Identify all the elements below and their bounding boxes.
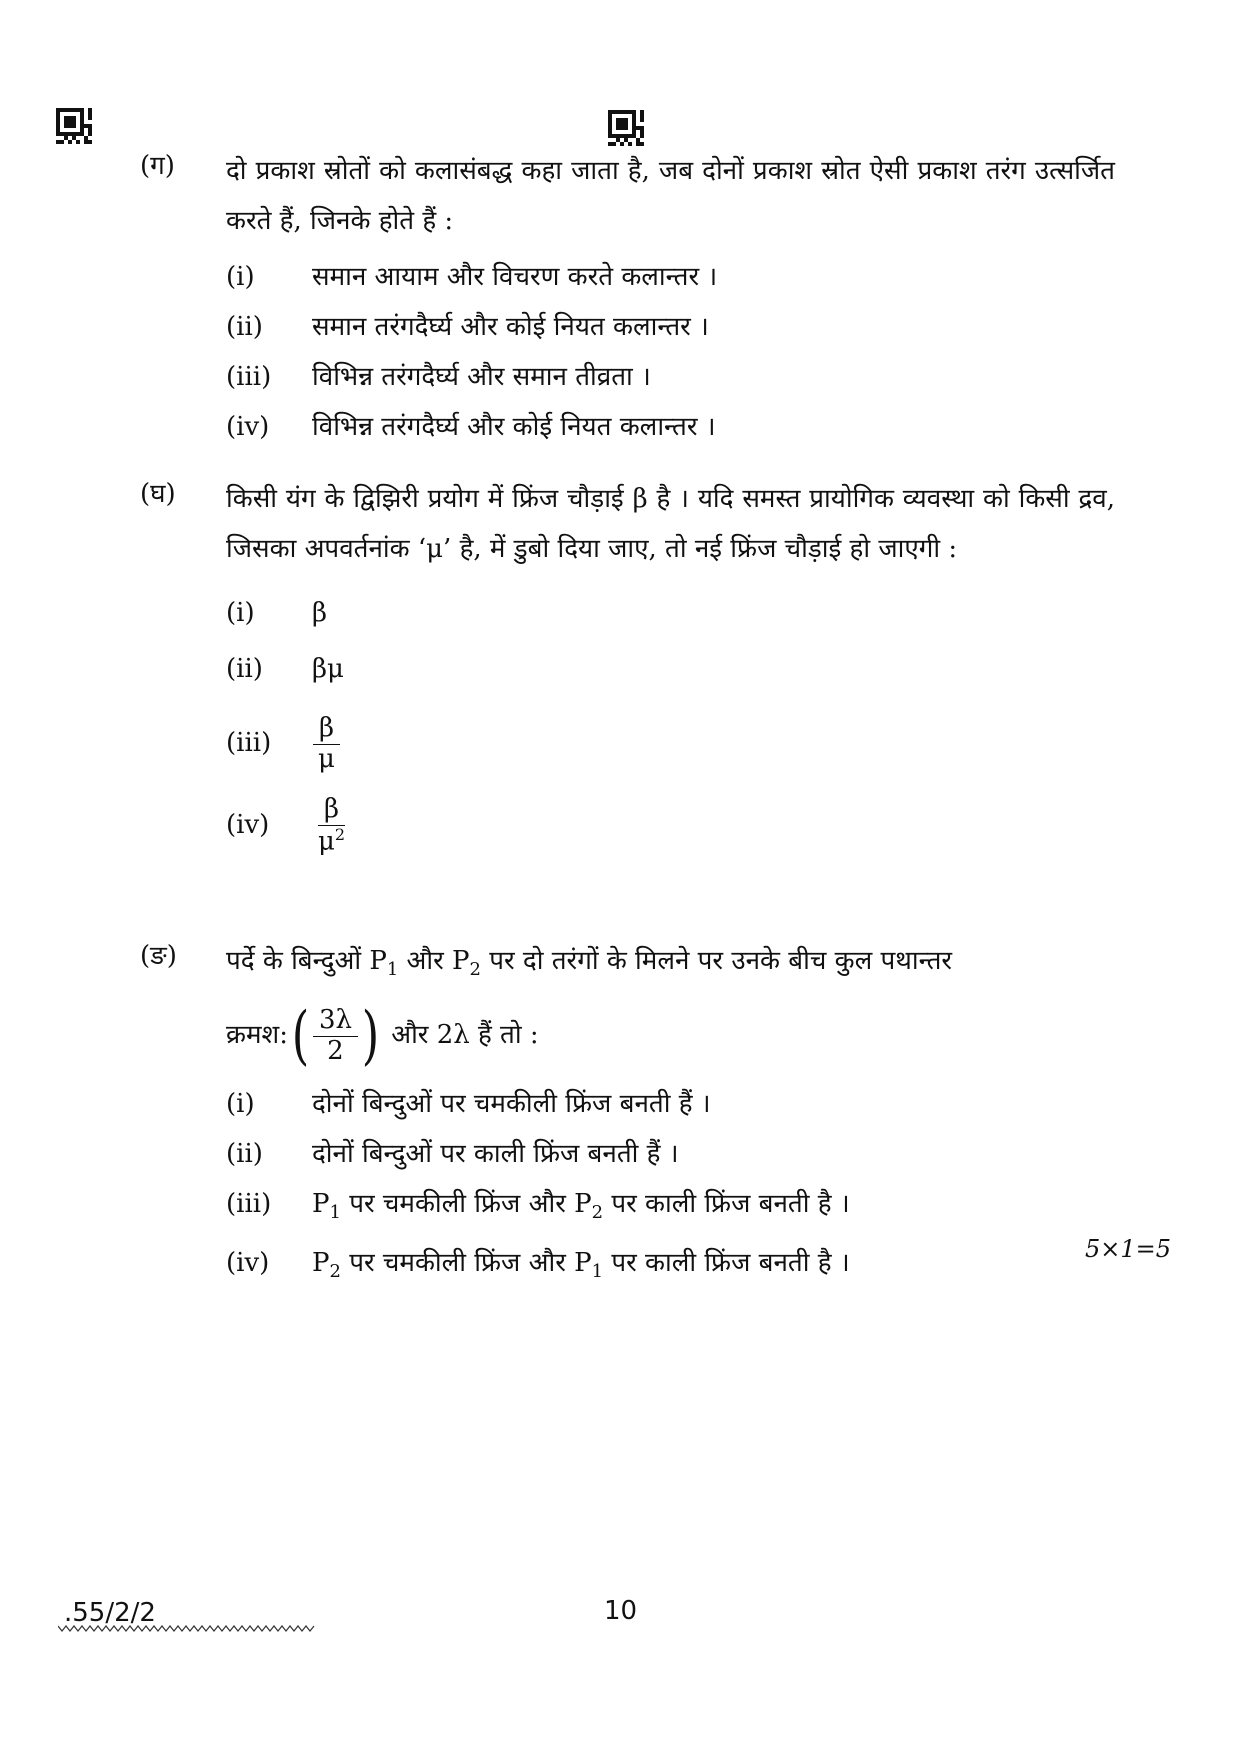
option-number: (iii) (226, 362, 272, 392)
option-item (226, 1129, 1115, 1179)
option-text-part: P (312, 1248, 330, 1279)
question-text (226, 936, 1115, 995)
page-number: 10 (603, 1596, 638, 1626)
option-text: दोनों बिन्दुओं पर चमकीली फ्रिंज बनती हैं । (312, 1089, 711, 1120)
question-text-part: क्रमश: (226, 1020, 288, 1051)
subscript: 1 (591, 1261, 604, 1283)
qr-code-icon (608, 110, 644, 146)
option-number: (iv) (226, 412, 270, 442)
right-paren: ) (361, 999, 380, 1074)
option-list (226, 588, 1115, 866)
option-item (226, 302, 1115, 352)
option-number: (i) (226, 262, 255, 292)
option-text: विभिन्न तरंगदैर्घ्य और समान तीव्रता । (312, 362, 651, 392)
option-list (226, 1079, 1115, 1297)
subscript: 1 (386, 959, 399, 981)
option-text-part: पर काली फ्रिंज बनती है । (603, 1248, 850, 1279)
option-number: (iii) (226, 728, 272, 758)
fraction-denominator (312, 826, 351, 858)
option-text (312, 1238, 1115, 1297)
option-item (226, 784, 1115, 866)
fraction-numerator: β (318, 795, 345, 826)
question-text: दो प्रकाश स्रोतों को कलासंबद्ध कहा जाता है, जब दोनों प्रकाश स्रोत ऐसी प्रकाश तरंग उत्सर्जित करते हैं, जिनके होते हैं : (226, 156, 1115, 236)
question-text-part: पर दो तरंगों के मिलने पर उनके बीच कुल पथान्तर (481, 946, 953, 976)
option-item (226, 402, 1115, 452)
fraction-denominator: μ (318, 743, 335, 774)
option-text: विभिन्न तरंगदैर्घ्य और कोई नियत कलान्तर । (312, 412, 716, 442)
subscript: 2 (591, 1202, 604, 1224)
subscript: 2 (469, 959, 481, 981)
option-number: (ii) (226, 1139, 263, 1170)
option-text (312, 702, 1115, 784)
option-text (312, 784, 1115, 866)
option-number: (i) (226, 1089, 255, 1120)
option-item (226, 1238, 1115, 1297)
parenthesized-fraction (288, 999, 383, 1074)
fraction-numerator: β (313, 714, 340, 745)
option-number: (ii) (226, 312, 263, 342)
fraction-beta-over-mu-squared (312, 795, 351, 857)
subscript: 2 (329, 1261, 341, 1283)
option-text: समान तरंगदैर्घ्य और कोई नियत कलान्तर । (312, 312, 709, 342)
denominator-exponent: 2 (334, 824, 346, 844)
option-item (226, 252, 1115, 302)
qr-code-icon (56, 108, 92, 144)
option-text: समान आयाम और विचरण करते कलान्तर । (312, 262, 718, 292)
paper-code: .55/2/2 (64, 1598, 156, 1628)
option-text (312, 1179, 1115, 1238)
question-label: (ग) (140, 151, 175, 181)
option-text: βμ (312, 654, 344, 684)
option-item (226, 1179, 1115, 1238)
denominator-base: μ (318, 826, 335, 857)
option-text-part: P (312, 1189, 330, 1220)
option-number: (iv) (226, 810, 270, 840)
fraction-denominator: 2 (327, 1035, 344, 1066)
question-label: (ङ) (140, 941, 177, 971)
option-item (226, 644, 1115, 702)
left-paren: ( (291, 999, 310, 1074)
fraction-3lambda-over-2 (313, 1006, 358, 1067)
fraction-beta-over-mu (312, 714, 341, 775)
option-number: (iv) (226, 1248, 270, 1279)
question-text-part: और 2λ हैं तो : (391, 1020, 539, 1051)
question-label: (घ) (140, 479, 176, 509)
option-text-part: पर काली फ्रिंज बनती है । (603, 1189, 850, 1220)
option-list (226, 252, 1115, 452)
option-number: (iii) (226, 1189, 272, 1220)
question-text-part: और P (398, 946, 470, 976)
option-text: β (312, 598, 328, 628)
option-number: (i) (226, 598, 255, 628)
question-nga (140, 936, 1115, 1298)
question-gha (140, 474, 1115, 866)
option-text-part: पर चमकीली फ्रिंज और P (340, 1189, 592, 1220)
option-text: दोनों बिन्दुओं पर काली फ्रिंज बनती हैं । (312, 1139, 679, 1170)
question-text-part: पर्दे के बिन्दुओं P (226, 946, 387, 976)
fraction-numerator: 3λ (313, 1006, 358, 1037)
option-item (226, 1079, 1115, 1129)
option-item (226, 702, 1115, 784)
question-text-line2 (226, 999, 1115, 1074)
option-number: (ii) (226, 654, 263, 684)
question-text: किसी यंग के द्विझिरी प्रयोग में फ्रिंज चौड़ाई β है । यदि समस्त प्रायोगिक व्यवस्था को किसी द्रव, जिसका अपवर्तनांक ‘μ’ है, में डुबो दिया जाए, तो नई फ्रिंज चौड़ाई हो जाएगी : (226, 484, 1115, 564)
subscript: 1 (329, 1202, 341, 1224)
option-text-part: पर चमकीली फ्रिंज और P (340, 1248, 592, 1279)
option-item (226, 588, 1115, 644)
option-item (226, 352, 1115, 402)
marks-allocation: 5×1=5 (1084, 1235, 1171, 1263)
question-ga (140, 146, 1115, 452)
